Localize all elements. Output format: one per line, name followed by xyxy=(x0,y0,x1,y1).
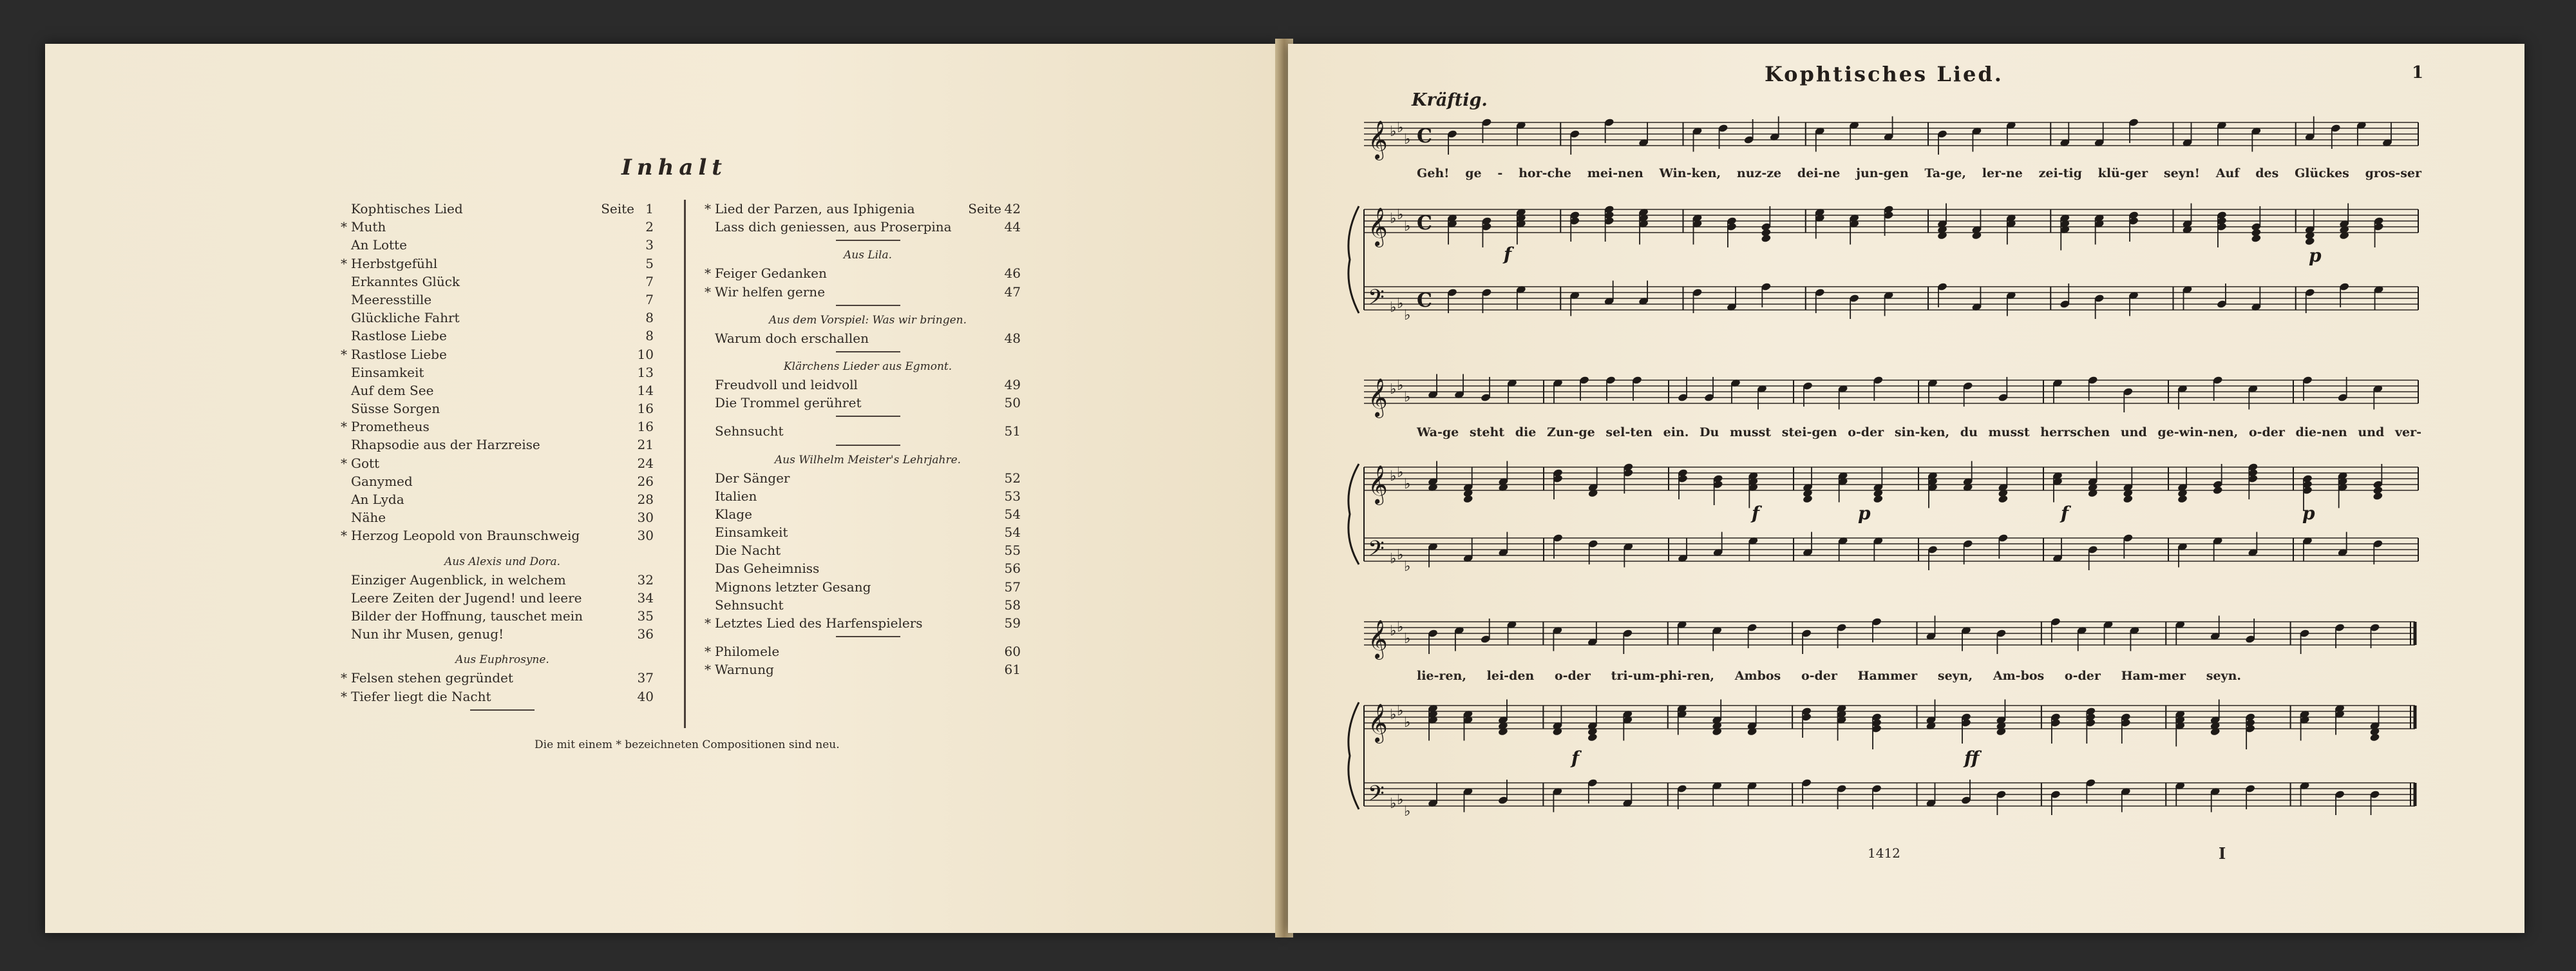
flat-icon: ♭ xyxy=(1397,207,1404,223)
entry-page-number: 46 xyxy=(1004,265,1021,282)
entry-title: Kophtisches Lied xyxy=(351,201,463,216)
new-composition-mark: * xyxy=(341,219,347,235)
note-head xyxy=(1998,494,2009,503)
entry-title: Nähe xyxy=(351,510,386,526)
entry-title: An Lyda xyxy=(351,492,404,507)
entry-title: Rhapsodie aus der Harzreise xyxy=(351,437,540,453)
index-section-heading: Aus dem Vorspiel: Was wir bringen. xyxy=(768,313,967,327)
entry-page-number: 2 xyxy=(645,219,654,235)
flat-icon: ♭ xyxy=(1390,124,1397,140)
flat-icon: ♭ xyxy=(1404,715,1411,731)
lyrics-line-2: Wa-ge steht die Zun-ge sel-ten ein. Du musst stei-gen o-der sin-ken, du musst herrschen und ge-win-nen, o-der die-nen und ver- xyxy=(1417,425,2421,439)
new-composition-mark: * xyxy=(705,644,711,660)
note-head xyxy=(2369,733,2380,742)
entry-page-number: 3 xyxy=(645,237,654,253)
entry-page-number: 8 xyxy=(645,328,654,344)
entry-title: Rastlose Liebe xyxy=(351,328,447,344)
flat-icon: ♭ xyxy=(1404,559,1411,575)
entry-page-number: 21 xyxy=(637,437,654,453)
entry-page-number: 49 xyxy=(1004,376,1021,392)
entry-page-number: 1 xyxy=(645,201,654,216)
entry-page-number: 53 xyxy=(1004,488,1021,504)
note-head xyxy=(2212,486,2223,495)
entry-page-number: 59 xyxy=(1004,615,1021,631)
treble-clef-icon: 𝄞 xyxy=(1368,207,1388,246)
plate-number: 1412 xyxy=(1868,845,1900,861)
entry-page-number: 56 xyxy=(1004,561,1021,577)
flat-icon: ♭ xyxy=(1404,389,1411,405)
entry-page-number: 28 xyxy=(637,492,654,507)
entry-page-number: 58 xyxy=(1004,597,1021,613)
note-head xyxy=(2372,492,2383,501)
entry-page-number: 14 xyxy=(637,382,654,398)
entry-page-number: 16 xyxy=(637,419,654,435)
new-composition-mark: * xyxy=(705,284,711,300)
entry-title: Sehnsucht xyxy=(715,597,784,613)
entry-page-number: 54 xyxy=(1004,506,1021,522)
entry-page-number: 47 xyxy=(1004,284,1021,300)
tempo-marking: Kräftig. xyxy=(1412,90,1488,110)
flat-icon: ♭ xyxy=(1404,803,1411,820)
index-section-heading: Aus Euphrosyne. xyxy=(455,653,549,667)
flat-icon: ♭ xyxy=(1390,468,1397,485)
dynamic-marking: f xyxy=(1752,503,1760,524)
entry-page-number: 35 xyxy=(637,608,654,624)
piano-brace xyxy=(1349,206,1359,313)
flat-icon: ♭ xyxy=(1397,296,1404,312)
entry-title: Das Geheimniss xyxy=(715,561,820,577)
dynamic-marking: f xyxy=(1571,747,1580,769)
new-composition-mark: * xyxy=(705,201,711,216)
dynamic-marking: p xyxy=(1858,503,1871,524)
entry-title: Rastlose Liebe xyxy=(351,346,447,362)
new-composition-mark: * xyxy=(705,615,711,631)
entry-title: Lass dich geniessen, aus Proserpina xyxy=(715,219,952,235)
entry-title: Erkanntes Glück xyxy=(351,273,460,289)
entry-page-number: 40 xyxy=(637,688,654,704)
entry-page-number: 51 xyxy=(1004,423,1021,439)
dynamic-marking: f xyxy=(1504,244,1512,265)
dynamic-marking: p xyxy=(2302,503,2315,524)
piano-brace xyxy=(1349,702,1359,809)
seite-label: Seite xyxy=(601,201,634,216)
entry-title: Einsamkeit xyxy=(715,524,788,541)
entry-title: Italien xyxy=(715,488,757,504)
note-head xyxy=(1463,494,1473,503)
lyrics-line-1: Geh! ge - hor-che mei-nen Win-ken, nuz-ze dei-ne jun-gen Ta-ge, ler-ne zei-tig klü-ger seyn! Auf des Glückes gros-ser xyxy=(1417,166,2421,180)
entry-title: Herbstgefühl xyxy=(351,255,438,271)
entry-title: Felsen stehen gegründet xyxy=(351,670,513,686)
lyrics-line-3: lie-ren, lei-den o-der tri-um-phi-ren, Ambos o-der Hammer seyn, Am-bos o-der Ham-mer seyn. xyxy=(1417,669,2241,683)
entry-page-number: 30 xyxy=(637,510,654,526)
flat-icon: ♭ xyxy=(1397,547,1404,563)
entry-page-number: 24 xyxy=(637,455,654,471)
index-footnote: Die mit einem * bezeichneten Compositionen sind neu. xyxy=(535,738,840,751)
flat-icon: ♭ xyxy=(1390,551,1397,567)
entry-title: Gott xyxy=(351,455,380,471)
entry-title: Philomele xyxy=(715,644,780,660)
treble-clef-icon: 𝄞 xyxy=(1368,620,1388,659)
entry-title: Herzog Leopold von Braunschweig xyxy=(351,528,580,544)
entry-title: Die Trommel gerühret xyxy=(715,395,862,411)
note-head xyxy=(1873,494,1884,503)
entry-page-number: 34 xyxy=(637,590,654,606)
new-composition-mark: * xyxy=(341,528,347,544)
entry-page-number: 16 xyxy=(637,401,654,417)
note-head xyxy=(2123,494,2134,503)
flat-icon: ♭ xyxy=(1390,300,1397,316)
treble-clef-icon: 𝄞 xyxy=(1368,704,1388,742)
entry-page-number: 57 xyxy=(1004,579,1021,595)
entry-title: Der Sänger xyxy=(715,470,790,486)
song-title: Kophtisches Lied. xyxy=(1765,62,2003,86)
index-section-heading: Aus Alexis und Dora. xyxy=(444,555,560,568)
entry-page-number: 8 xyxy=(645,310,654,326)
piano-brace xyxy=(1349,464,1359,564)
note-head xyxy=(1761,234,1772,243)
treble-clef-icon: 𝄞 xyxy=(1368,120,1388,159)
entry-title: Sehnsucht xyxy=(715,423,784,439)
entry-page-number: 50 xyxy=(1004,395,1021,411)
flat-icon: ♭ xyxy=(1397,120,1404,136)
new-composition-mark: * xyxy=(705,265,711,282)
dynamic-marking: p xyxy=(2309,245,2322,266)
entry-page-number: 42 xyxy=(1004,201,1021,216)
entry-page-number: 7 xyxy=(645,273,654,289)
index-title: Inhalt xyxy=(621,155,727,180)
entry-page-number: 30 xyxy=(637,528,654,544)
entry-title: Glückliche Fahrt xyxy=(351,310,460,326)
entry-page-number: 10 xyxy=(637,346,654,362)
entry-page-number: 36 xyxy=(637,626,654,642)
flat-icon: ♭ xyxy=(1390,796,1397,812)
entry-page-number: 13 xyxy=(637,364,654,380)
entry-title: Ganymed xyxy=(351,473,413,489)
entry-title: Freudvoll und leidvoll xyxy=(715,376,858,392)
bass-clef-icon: 𝄢 xyxy=(1368,782,1385,811)
page-number: 1 xyxy=(2412,63,2424,82)
flat-icon: ♭ xyxy=(1397,703,1404,719)
entry-page-number: 37 xyxy=(637,670,654,686)
dynamic-marking: ff xyxy=(1964,747,1980,769)
index-section-heading: Aus Lila. xyxy=(843,249,893,262)
new-composition-mark: * xyxy=(341,670,347,686)
entry-title: Auf dem See xyxy=(351,382,434,398)
entry-title: Bilder der Hoffnung, tauschet mein xyxy=(351,608,583,624)
entry-page-number: 26 xyxy=(637,473,654,489)
entry-page-number: 54 xyxy=(1004,524,1021,541)
new-composition-mark: * xyxy=(341,346,347,362)
flat-icon: ♭ xyxy=(1397,619,1404,635)
entry-title: Meeresstille xyxy=(351,291,432,307)
entry-title: Klage xyxy=(715,506,752,522)
note-head xyxy=(2251,234,2262,243)
treble-clef-icon: 𝄞 xyxy=(1368,465,1388,504)
entry-title: Einsamkeit xyxy=(351,364,424,380)
flat-icon: ♭ xyxy=(1404,307,1411,323)
entry-title: Die Nacht xyxy=(715,543,781,559)
entry-title: Lied der Parzen, aus Iphigenia xyxy=(715,201,915,216)
entry-page-number: 55 xyxy=(1004,543,1021,559)
entry-page-number: 48 xyxy=(1004,330,1021,346)
entry-title: Tiefer liegt die Nacht xyxy=(351,688,491,704)
entry-page-number: 44 xyxy=(1004,219,1021,235)
time-signature: C xyxy=(1417,212,1432,235)
flat-icon: ♭ xyxy=(1390,211,1397,227)
flat-icon: ♭ xyxy=(1404,476,1411,492)
entry-title: Warnung xyxy=(715,662,774,678)
seite-label: Seite xyxy=(968,201,1001,216)
treble-clef-icon: 𝄞 xyxy=(1368,378,1388,417)
dynamic-marking: f xyxy=(2061,503,2069,524)
note-head xyxy=(1803,494,1814,503)
entry-page-number: 7 xyxy=(645,291,654,307)
flat-icon: ♭ xyxy=(1390,381,1397,398)
entry-title: Feiger Gedanken xyxy=(715,265,827,282)
entry-page-number: 5 xyxy=(645,255,654,271)
new-composition-mark: * xyxy=(341,419,347,435)
time-signature: C xyxy=(1417,289,1432,312)
entry-title: Nun ihr Musen, genug! xyxy=(351,626,504,642)
note-head xyxy=(2177,494,2188,503)
entry-title: An Lotte xyxy=(351,237,407,253)
entry-title: Leere Zeiten der Jugend! und leere xyxy=(351,590,582,606)
signature-mark: I xyxy=(2219,844,2226,863)
new-composition-mark: * xyxy=(705,662,711,678)
flat-icon: ♭ xyxy=(1397,378,1404,394)
flat-icon: ♭ xyxy=(1397,465,1404,481)
entry-title: Süsse Sorgen xyxy=(351,401,440,417)
entry-title: Einziger Augenblick, in welchem xyxy=(351,572,566,588)
flat-icon: ♭ xyxy=(1397,792,1404,808)
entry-title: Prometheus xyxy=(351,419,430,435)
entry-page-number: 60 xyxy=(1004,644,1021,660)
entry-page-number: 52 xyxy=(1004,470,1021,486)
entry-title: Mignons letzter Gesang xyxy=(715,579,871,595)
new-composition-mark: * xyxy=(341,255,347,271)
flat-icon: ♭ xyxy=(1404,131,1411,148)
entry-title: Letztes Lied des Harfenspielers xyxy=(715,615,923,631)
entry-page-number: 61 xyxy=(1004,662,1021,678)
entry-title: Muth xyxy=(351,219,386,235)
flat-icon: ♭ xyxy=(1390,707,1397,723)
new-composition-mark: * xyxy=(341,688,347,704)
note-head xyxy=(1587,733,1598,742)
entry-title: Wir helfen gerne xyxy=(715,284,826,300)
flat-icon: ♭ xyxy=(1390,623,1397,639)
entry-title: Warum doch erschallen xyxy=(715,330,869,346)
bass-clef-icon: 𝄢 xyxy=(1368,537,1385,566)
time-signature: C xyxy=(1417,125,1432,148)
index-section-heading: Klärchens Lieder aus Egmont. xyxy=(783,360,952,373)
entry-page-number: 32 xyxy=(637,572,654,588)
bass-clef-icon: 𝄢 xyxy=(1368,285,1385,315)
flat-icon: ♭ xyxy=(1404,631,1411,647)
index-section-heading: Aus Wilhelm Meister's Lehrjahre. xyxy=(774,453,961,466)
flat-icon: ♭ xyxy=(1404,218,1411,235)
new-composition-mark: * xyxy=(341,455,347,471)
